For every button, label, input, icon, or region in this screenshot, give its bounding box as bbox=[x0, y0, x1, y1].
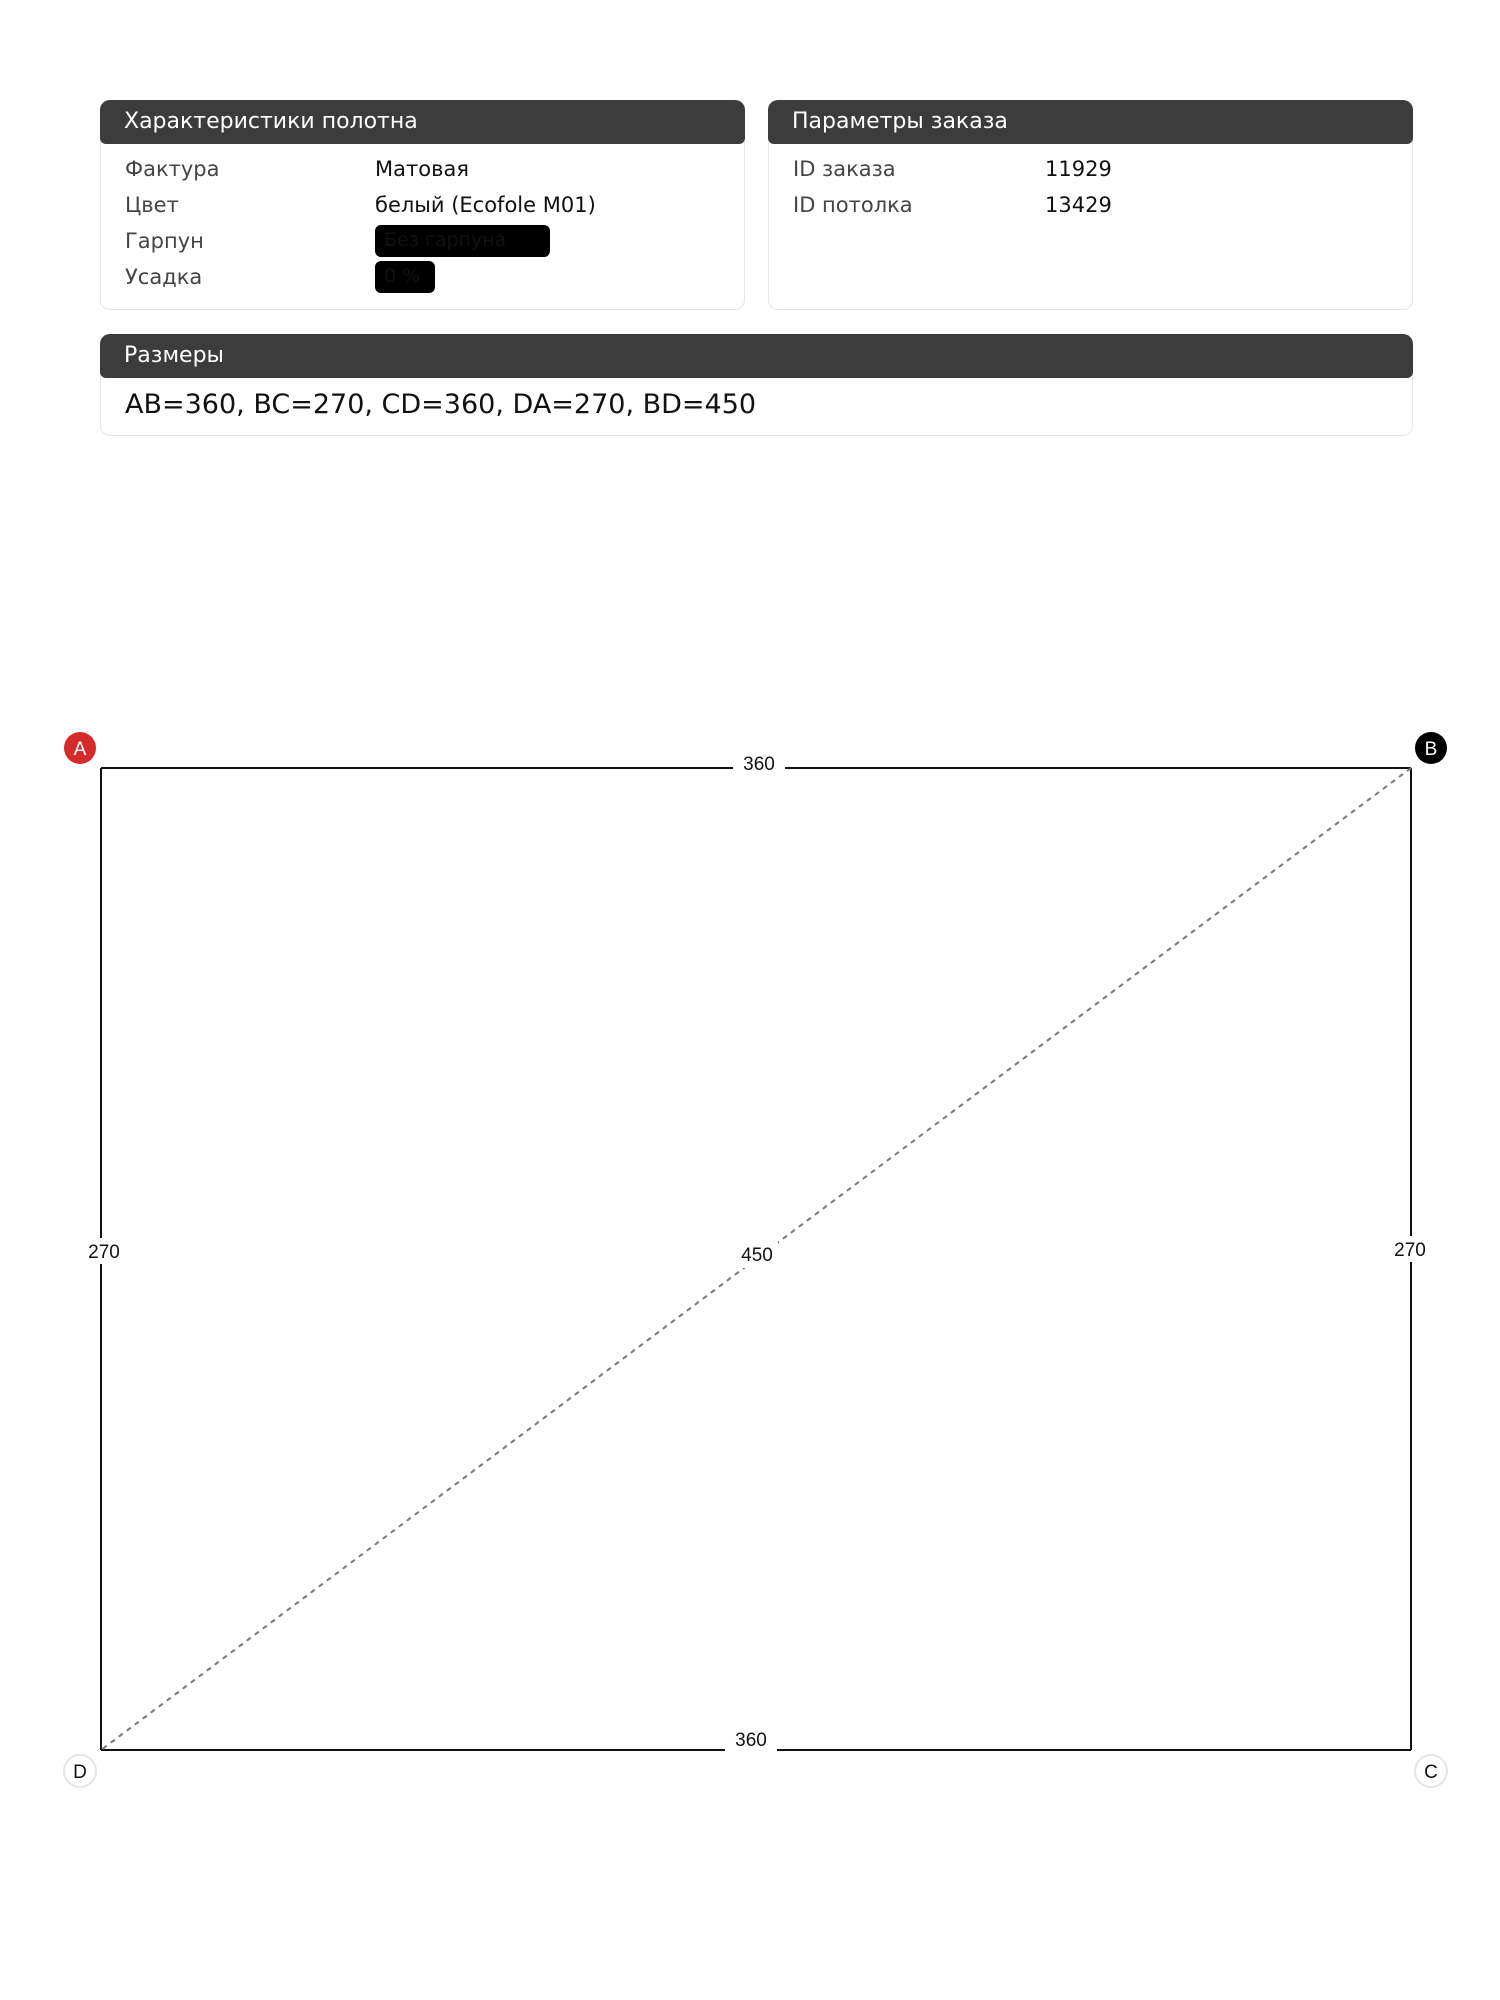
color-label: Цвет bbox=[125, 193, 179, 217]
order-panel-title: Параметры заказа bbox=[768, 100, 1413, 144]
harpoon-label: Гарпун bbox=[125, 229, 204, 253]
ceiling-id-label: ID потолка bbox=[793, 193, 913, 217]
left-dimension-label: 270 bbox=[88, 1242, 120, 1263]
order-id-value: 11929 bbox=[1045, 157, 1112, 181]
vertex-b bbox=[1415, 732, 1447, 764]
vertex-d bbox=[64, 1755, 96, 1787]
bottom-dimension-label: 360 bbox=[735, 1730, 767, 1751]
sizes-panel-title: Размеры bbox=[100, 334, 1413, 378]
top-dimension-label: 360 bbox=[743, 754, 775, 775]
diagonal-dimension-label: 450 bbox=[741, 1245, 773, 1266]
order-id-label: ID заказа bbox=[793, 157, 896, 181]
vertex-a bbox=[64, 732, 96, 764]
vertex-b-label: B bbox=[1424, 739, 1438, 760]
canvas-panel-title: Характеристики полотна bbox=[100, 100, 745, 144]
shrinkage-label: Усадка bbox=[125, 265, 203, 289]
vertex-c-label: C bbox=[1424, 1762, 1438, 1783]
ceiling-id-value: 13429 bbox=[1045, 193, 1112, 217]
vertex-d-label: D bbox=[73, 1762, 87, 1783]
vertex-a-label: A bbox=[73, 739, 87, 760]
shrinkage-badge: 0 % bbox=[375, 261, 435, 293]
sizes-summary: AB=360, BC=270, CD=360, DA=270, BD=450 bbox=[125, 389, 757, 420]
harpoon-badge: Без гарпуна bbox=[375, 225, 550, 257]
texture-label: Фактура bbox=[125, 157, 220, 181]
right-dimension-label: 270 bbox=[1394, 1240, 1426, 1261]
vertex-c bbox=[1415, 1755, 1447, 1787]
texture-value: Матовая bbox=[375, 157, 469, 181]
color-value: белый (Ecofole M01) bbox=[375, 193, 596, 217]
